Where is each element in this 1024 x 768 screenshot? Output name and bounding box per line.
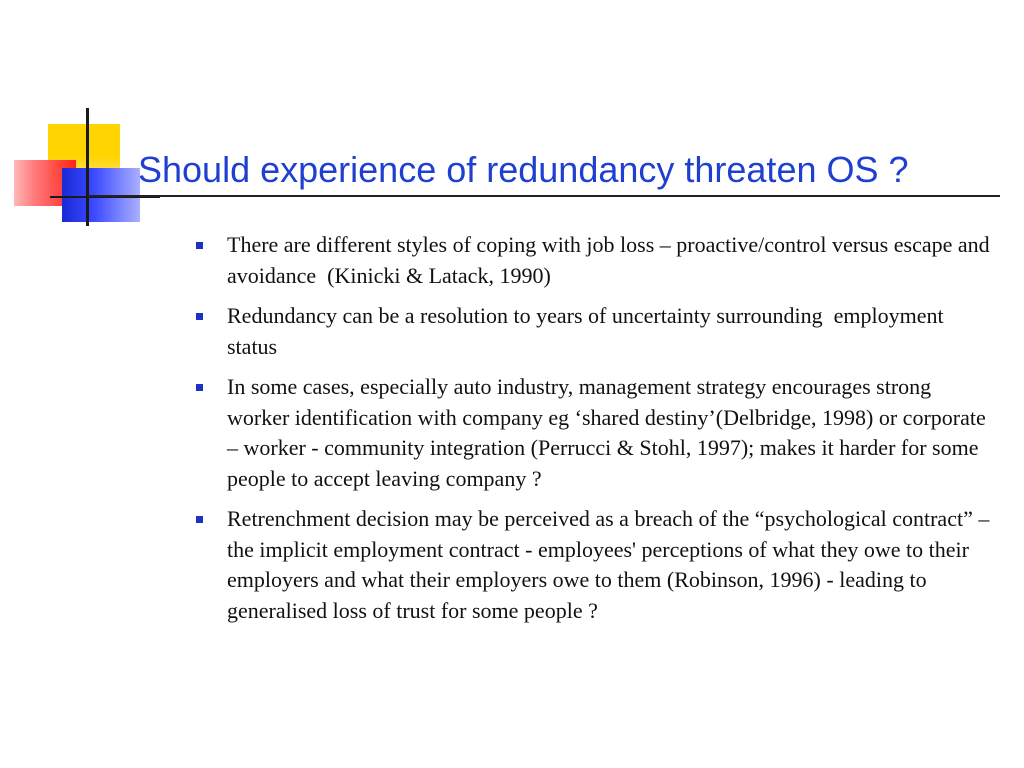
color-squares-logo-icon — [0, 0, 200, 240]
bullet-text: There are different styles of coping with job loss – proactive/control versus escape and avoidance (Kinicki & Latack, 1990) — [227, 232, 996, 288]
bullet-text: In some cases, especially auto industry, management strategy encourages strong worker identification with company eg ‘shared destiny’(Delbridge, 1998) or corporate – worker - community integration (Perrucci & Stohl, 1997); makes it harder for some people to accept leaving company ? — [227, 374, 992, 491]
bullet-item — [190, 372, 990, 494]
vertical-line — [86, 108, 89, 226]
square-bullet-icon — [196, 384, 203, 391]
bullet-text: Retrenchment decision may be perceived as a breach of the “psychological contract” – the implicit employment contract - employees' perceptions of what they owe to their employers and what their employers owe to them (Robinson, 1996) - leading to generalised loss of trust for some people ? — [227, 506, 995, 623]
square-bullet-icon — [196, 242, 203, 249]
bullet-item — [190, 230, 996, 291]
bullet-text: Redundancy can be a resolution to years of uncertainty surrounding employment status — [227, 303, 950, 359]
title-underline — [88, 195, 1000, 197]
slide-title: Should experience of redundancy threaten OS ? — [138, 149, 909, 190]
bullet-list — [190, 230, 996, 636]
square-bullet-icon — [196, 516, 203, 523]
bullet-item — [190, 301, 990, 362]
bullet-item — [190, 504, 995, 626]
square-bullet-icon — [196, 313, 203, 320]
